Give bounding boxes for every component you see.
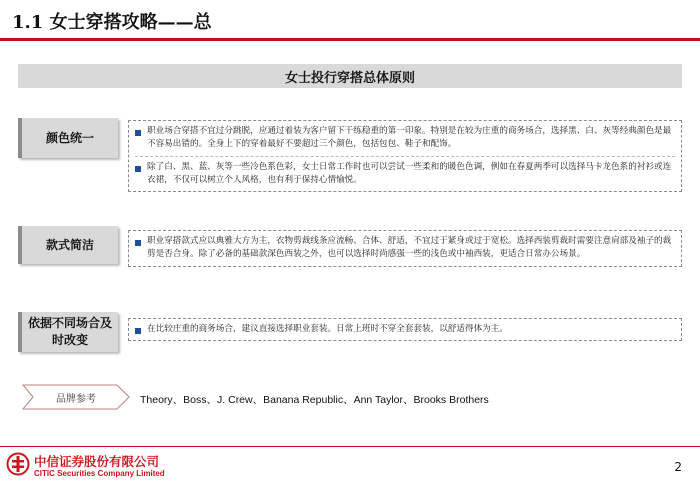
bullet-item: 职业穿搭款式应以典雅大方为主，衣物剪裁线条应流畅、合体、舒适，不宜过于紧身或过于宽松。选择西装剪裁时需要注意肩部及袖子的裁剪是否合身。除了必备的基础款深色西装之外，也可以选择时尚感强一些的浅色或中袖西装，更适合日常办公场景。 (135, 235, 675, 262)
square-bullet-icon (135, 130, 141, 136)
section-content (128, 230, 682, 267)
brand-list: Theory、Boss、J. Crew、Banana Republic、Ann Taylor、Brooks Brothers (140, 394, 489, 406)
company-name-cn: 中信证券股份有限公司 (34, 454, 160, 469)
bullet-item: 职业场合穿搭不宜过分跳脱，应通过着装为客户留下干练稳重的第一印象。特别是在较为庄重的商务场合，选择黑、白、灰等经典颜色是最不容易出错的。全身上下的穿着最好不要超过三个颜色，包括包包、鞋子和配饰。 (135, 125, 675, 152)
square-bullet-icon (135, 166, 141, 172)
square-bullet-icon (135, 328, 141, 334)
section-content (128, 318, 682, 341)
footer-divider (0, 446, 700, 447)
bullet-item: 在比较庄重的商务场合，建议直接选择职业套装。日常上班时不穿全套套装，以舒适得体为主。 (135, 323, 675, 336)
section-label: 颜色统一 (18, 118, 118, 158)
citic-logo-icon (6, 452, 30, 476)
title-divider (0, 38, 700, 41)
company-name-en: CITIC Securities Company Limited (34, 469, 165, 478)
section-banner: 女士投行穿搭总体原则 (18, 64, 682, 88)
section-label: 款式简洁 (18, 226, 118, 264)
square-bullet-icon (135, 240, 141, 246)
brand-label: 品牌参考 (56, 393, 96, 405)
page-title: 1.1 女士穿搭攻略——总 (12, 12, 212, 33)
section-label: 依据不同场合及 时改变 (18, 312, 118, 352)
section-content (128, 120, 682, 192)
bullet-item: 除了白、黑、蓝、灰等一些冷色系色彩，女士日常工作时也可以尝试一些柔和的暖色色调，例如在春夏两季可以选择马卡龙色系的衬衫或连衣裙，不仅可以树立个人风格，也有利于保持心情愉悦。 (135, 156, 675, 188)
page-number: 2 (674, 460, 682, 474)
